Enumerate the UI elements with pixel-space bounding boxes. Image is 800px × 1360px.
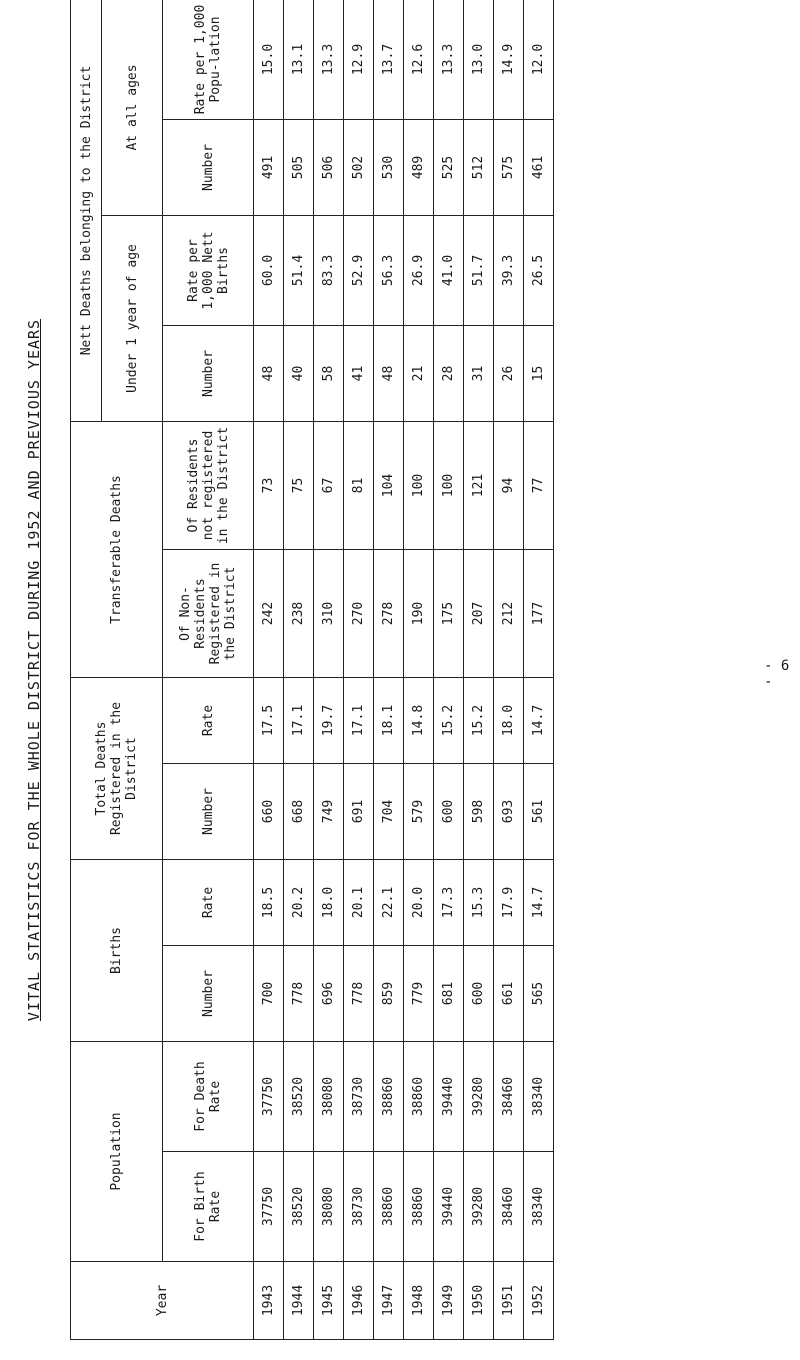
cell-non-residents: 175: [434, 550, 464, 678]
cell-deaths-number: 660: [254, 764, 284, 860]
cell-births-number: 700: [254, 946, 284, 1042]
cell-year: 1951: [494, 1262, 524, 1340]
cell-births-rate: 18.0: [314, 860, 344, 946]
cell-residents: 94: [494, 422, 524, 550]
cell-nett-number: 491: [254, 120, 284, 216]
under-1-rate-header: Rate per 1,000 Nett Births: [163, 216, 254, 326]
cell-pop-death: 39280: [464, 1042, 494, 1152]
cell-nett-number: 461: [524, 120, 554, 216]
cell-residents: 104: [374, 422, 404, 550]
cell-deaths-number: 704: [374, 764, 404, 860]
non-residents-header: Of Non-Residents Registered in the District: [163, 550, 254, 678]
cell-deaths-rate: 14.8: [404, 678, 434, 764]
all-ages-number-header: Number: [163, 120, 254, 216]
cell-year: 1950: [464, 1262, 494, 1340]
cell-births-rate: 18.5: [254, 860, 284, 946]
cell-pop-birth: 39440: [434, 1152, 464, 1262]
under-1-year-header: Under 1 year of age: [102, 216, 163, 422]
cell-year: 1943: [254, 1262, 284, 1340]
cell-pop-death: 38860: [404, 1042, 434, 1152]
table-row: [434, 0, 464, 1340]
total-deaths-header: Total Deaths Registered in the District: [71, 678, 163, 860]
cell-births-rate: 22.1: [374, 860, 404, 946]
cell-nett-rate: 12.9: [344, 0, 374, 120]
vital-statistics-table: [70, 0, 554, 1340]
cell-infant-rate: 26.5: [524, 216, 554, 326]
cell-residents: 100: [434, 422, 464, 550]
cell-infant-number: 58: [314, 326, 344, 422]
cell-infant-rate: 41.0: [434, 216, 464, 326]
cell-deaths-number: 691: [344, 764, 374, 860]
cell-births-rate: 20.2: [284, 860, 314, 946]
cell-pop-birth: 38080: [314, 1152, 344, 1262]
table-row: [524, 0, 554, 1340]
cell-residents: 100: [404, 422, 434, 550]
table-row: [314, 0, 344, 1340]
pop-death-rate-header: For Death Rate: [163, 1042, 254, 1152]
cell-infant-rate: 51.4: [284, 216, 314, 326]
table-row: [404, 0, 434, 1340]
cell-deaths-number: 749: [314, 764, 344, 860]
cell-infant-rate: 83.3: [314, 216, 344, 326]
transferable-deaths-header: Transferable Deaths: [71, 422, 163, 678]
cell-infant-number: 31: [464, 326, 494, 422]
cell-year: 1947: [374, 1262, 404, 1340]
cell-pop-death: 39440: [434, 1042, 464, 1152]
cell-infant-number: 28: [434, 326, 464, 422]
cell-deaths-rate: 14.7: [524, 678, 554, 764]
cell-year: 1949: [434, 1262, 464, 1340]
births-header: Births: [71, 860, 163, 1042]
births-number-header: Number: [163, 946, 254, 1042]
cell-nett-number: 575: [494, 120, 524, 216]
cell-non-residents: 278: [374, 550, 404, 678]
cell-births-number: 859: [374, 946, 404, 1042]
cell-year: 1946: [344, 1262, 374, 1340]
cell-infant-rate: 52.9: [344, 216, 374, 326]
cell-non-residents: 177: [524, 550, 554, 678]
table-row: [464, 0, 494, 1340]
cell-non-residents: 270: [344, 550, 374, 678]
cell-nett-number: 512: [464, 120, 494, 216]
cell-nett-rate: 14.9: [494, 0, 524, 120]
cell-nett-number: 505: [284, 120, 314, 216]
table-row: [374, 0, 404, 1340]
cell-residents: 77: [524, 422, 554, 550]
cell-pop-birth: 37750: [254, 1152, 284, 1262]
cell-infant-number: 21: [404, 326, 434, 422]
cell-non-residents: 190: [404, 550, 434, 678]
cell-pop-death: 37750: [254, 1042, 284, 1152]
header-row-1: [71, 0, 102, 1340]
cell-pop-death: 38460: [494, 1042, 524, 1152]
cell-births-number: 681: [434, 946, 464, 1042]
cell-deaths-number: 579: [404, 764, 434, 860]
cell-infant-number: 15: [524, 326, 554, 422]
cell-non-residents: 238: [284, 550, 314, 678]
cell-deaths-number: 600: [434, 764, 464, 860]
cell-infant-number: 41: [344, 326, 374, 422]
cell-infant-number: 48: [254, 326, 284, 422]
cell-deaths-number: 598: [464, 764, 494, 860]
cell-nett-number: 502: [344, 120, 374, 216]
cell-nett-rate: 15.0: [254, 0, 284, 120]
cell-residents: 121: [464, 422, 494, 550]
cell-infant-rate: 60.0: [254, 216, 284, 326]
cell-births-rate: 14.7: [524, 860, 554, 946]
under-1-number-header: Number: [163, 326, 254, 422]
cell-deaths-rate: 18.1: [374, 678, 404, 764]
cell-pop-birth: 38520: [284, 1152, 314, 1262]
total-deaths-number-header: Number: [163, 764, 254, 860]
cell-residents: 75: [284, 422, 314, 550]
nett-deaths-header: Nett Deaths belonging to the District: [71, 0, 102, 422]
page-title: VITAL STATISTICS FOR THE WHOLE DISTRICT DURING 1952 AND PREVIOUS YEARS: [25, 318, 43, 1022]
cell-births-number: 779: [404, 946, 434, 1042]
cell-births-rate: 20.1: [344, 860, 374, 946]
cell-non-residents: 242: [254, 550, 284, 678]
cell-births-rate: 17.3: [434, 860, 464, 946]
cell-pop-death: 38860: [374, 1042, 404, 1152]
table-row: [344, 0, 374, 1340]
cell-infant-number: 40: [284, 326, 314, 422]
total-deaths-rate-header: Rate: [163, 678, 254, 764]
cell-deaths-rate: 17.1: [284, 678, 314, 764]
cell-deaths-number: 693: [494, 764, 524, 860]
cell-deaths-rate: 17.5: [254, 678, 284, 764]
cell-year: 1944: [284, 1262, 314, 1340]
cell-nett-number: 525: [434, 120, 464, 216]
cell-births-number: 600: [464, 946, 494, 1042]
cell-pop-birth: 38340: [524, 1152, 554, 1262]
cell-pop-birth: 39280: [464, 1152, 494, 1262]
cell-pop-birth: 38460: [494, 1152, 524, 1262]
pop-birth-rate-header: For Birth Rate: [163, 1152, 254, 1262]
cell-residents: 81: [344, 422, 374, 550]
cell-infant-number: 26: [494, 326, 524, 422]
cell-deaths-rate: 15.2: [464, 678, 494, 764]
cell-births-number: 565: [524, 946, 554, 1042]
cell-infant-rate: 51.7: [464, 216, 494, 326]
cell-nett-rate: 13.7: [374, 0, 404, 120]
cell-births-number: 696: [314, 946, 344, 1042]
table-row: [254, 0, 284, 1340]
table-body: [254, 0, 554, 1340]
cell-births-rate: 20.0: [404, 860, 434, 946]
cell-pop-death: 38340: [524, 1042, 554, 1152]
cell-pop-death: 38080: [314, 1042, 344, 1152]
cell-infant-rate: 26.9: [404, 216, 434, 326]
cell-nett-number: 530: [374, 120, 404, 216]
cell-year: 1948: [404, 1262, 434, 1340]
cell-nett-rate: 13.0: [464, 0, 494, 120]
cell-nett-number: 489: [404, 120, 434, 216]
cell-year: 1945: [314, 1262, 344, 1340]
cell-nett-rate: 13.3: [314, 0, 344, 120]
cell-deaths-number: 668: [284, 764, 314, 860]
cell-infant-rate: 39.3: [494, 216, 524, 326]
cell-year: 1952: [524, 1262, 554, 1340]
cell-non-residents: 207: [464, 550, 494, 678]
cell-residents: 67: [314, 422, 344, 550]
cell-pop-death: 38520: [284, 1042, 314, 1152]
cell-infant-rate: 56.3: [374, 216, 404, 326]
population-header: Population: [71, 1042, 163, 1262]
cell-non-residents: 212: [494, 550, 524, 678]
cell-nett-rate: 13.1: [284, 0, 314, 120]
cell-infant-number: 48: [374, 326, 404, 422]
cell-births-rate: 17.9: [494, 860, 524, 946]
cell-deaths-rate: 19.7: [314, 678, 344, 764]
births-rate-header: Rate: [163, 860, 254, 946]
table-row: [284, 0, 314, 1340]
cell-births-rate: 15.3: [464, 860, 494, 946]
cell-nett-rate: 13.3: [434, 0, 464, 120]
cell-pop-birth: 38730: [344, 1152, 374, 1262]
cell-nett-number: 506: [314, 120, 344, 216]
rotated-table-sheet: [12, 0, 724, 1340]
cell-births-number: 778: [284, 946, 314, 1042]
page-number: - 6 -: [764, 658, 790, 690]
cell-deaths-number: 561: [524, 764, 554, 860]
all-ages-rate-header: Rate per 1,000 Popu-lation: [163, 0, 254, 120]
cell-deaths-rate: 15.2: [434, 678, 464, 764]
cell-births-number: 778: [344, 946, 374, 1042]
cell-deaths-rate: 18.0: [494, 678, 524, 764]
table-row: [494, 0, 524, 1340]
cell-residents: 73: [254, 422, 284, 550]
cell-pop-birth: 38860: [374, 1152, 404, 1262]
residents-header: Of Residents not registered in the District: [163, 422, 254, 550]
cell-pop-birth: 38860: [404, 1152, 434, 1262]
year-header: Year: [71, 1262, 254, 1340]
cell-nett-rate: 12.6: [404, 0, 434, 120]
cell-nett-rate: 12.0: [524, 0, 554, 120]
cell-births-number: 661: [494, 946, 524, 1042]
cell-pop-death: 38730: [344, 1042, 374, 1152]
all-ages-header: At all ages: [102, 0, 163, 216]
cell-non-residents: 310: [314, 550, 344, 678]
cell-deaths-rate: 17.1: [344, 678, 374, 764]
header-row-3: [163, 0, 254, 1340]
